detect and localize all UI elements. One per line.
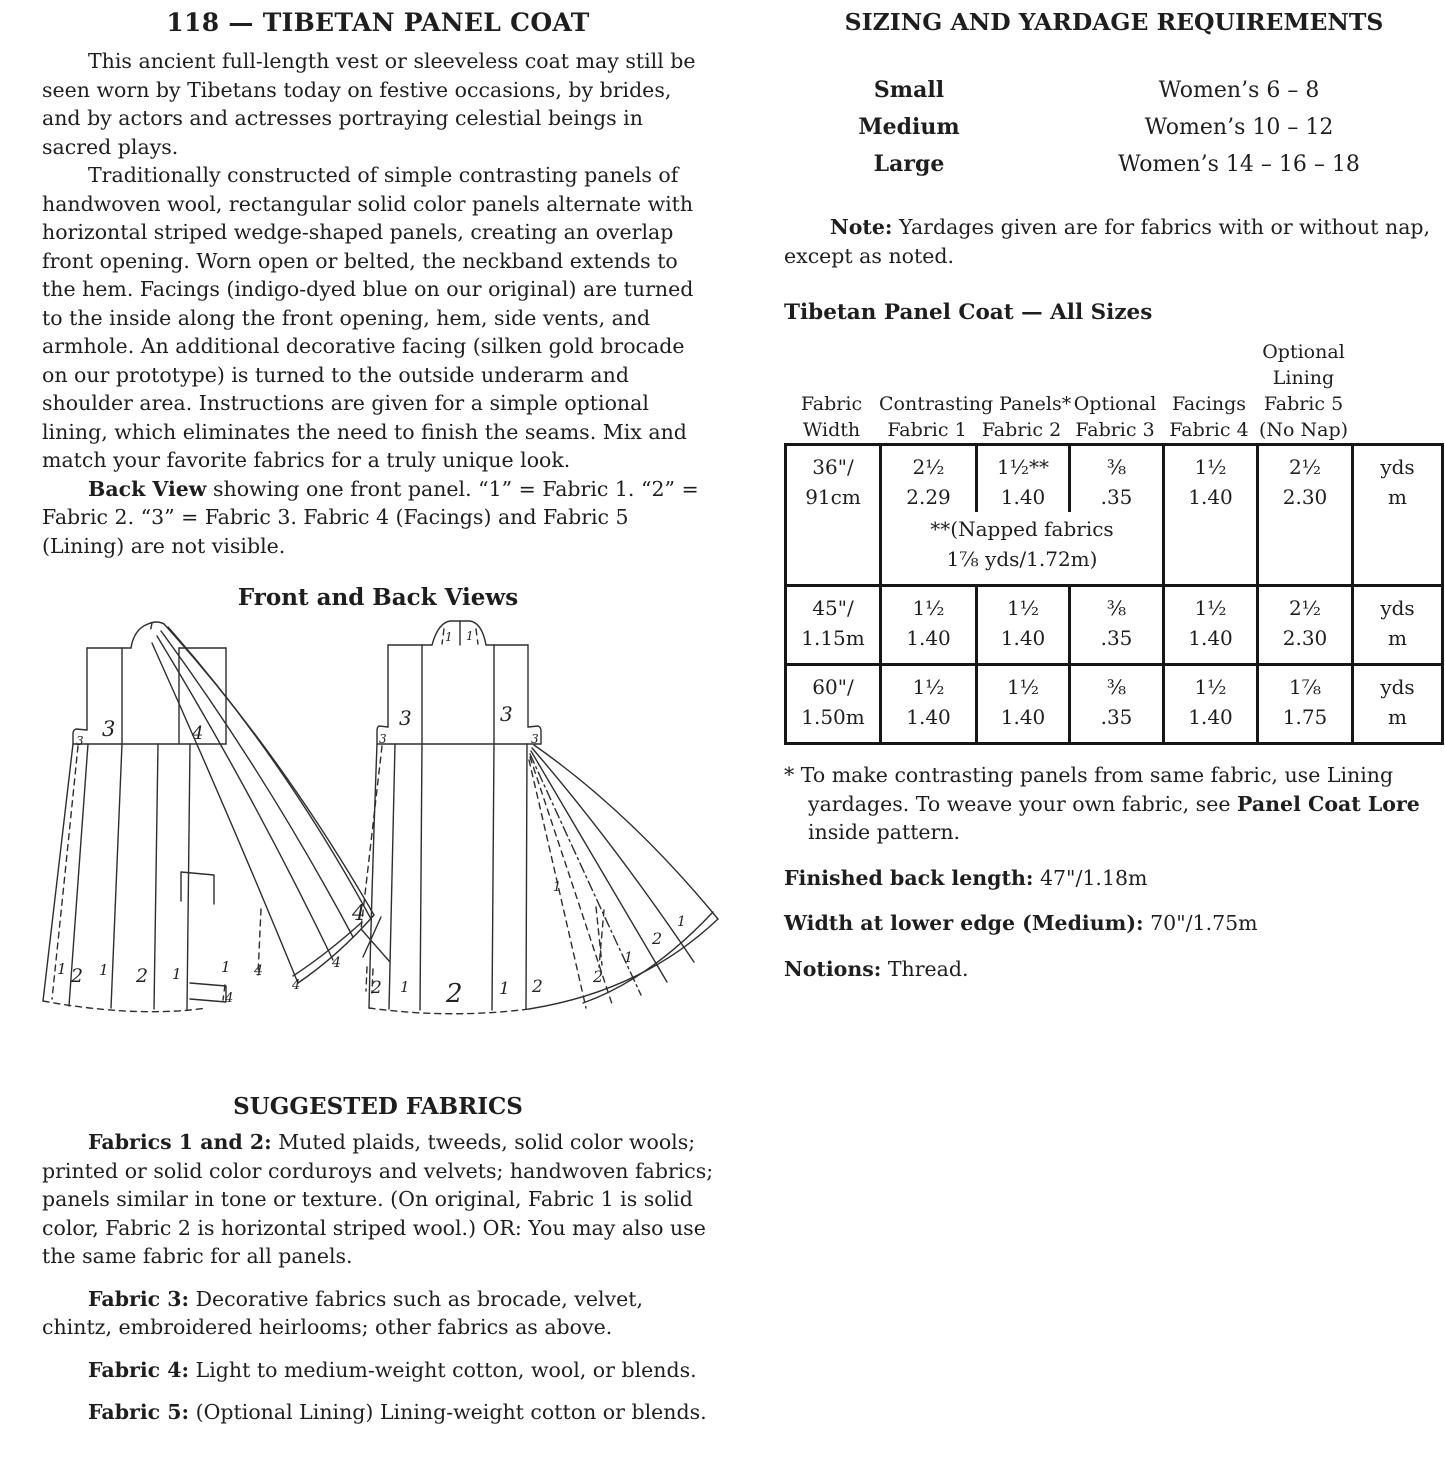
panel-label: 2 (136, 965, 149, 987)
yardage-table-header (784, 339, 1441, 443)
panel-coat-lore-ref: Panel Coat Lore (1236, 791, 1420, 816)
spec-value: 70"/1.75m (1143, 911, 1258, 935)
size-label: Large (873, 151, 945, 177)
coat-line-drawing (30, 617, 720, 1047)
header-optional-lining: Fabric 5 (1263, 393, 1344, 415)
table-cell: 1½** 1.40 (977, 445, 1070, 513)
table-cell: 60"/ 1.50m (786, 665, 881, 744)
header-optional-lining: Lining (1272, 367, 1335, 389)
size-label: Small (873, 77, 945, 103)
table-cell-units: yds m (1353, 586, 1443, 665)
table-cell-units: yds m (1353, 665, 1443, 744)
size-row-small (784, 72, 1444, 109)
panel-label: 1 (677, 914, 686, 930)
panel-label: 1 (57, 960, 67, 978)
fabric-item-text: Light to medium-weight cotton, wool, or blends. (189, 1357, 697, 1382)
table-cell: 1½ 1.40 (881, 586, 977, 665)
size-value: Women’s 14 – 16 – 18 (1118, 152, 1360, 177)
size-row-medium (784, 109, 1444, 146)
spec-label: Finished back length: (784, 865, 1034, 890)
fabric-item-5 (42, 1398, 714, 1427)
header-optional-fabric3: Optional (1073, 393, 1157, 415)
pattern-title: 118 — TIBETAN PANEL COAT (166, 8, 590, 37)
panel-label: 3 (531, 732, 539, 746)
table-row-45 (786, 586, 1443, 665)
header-optional-lining: Optional (1262, 341, 1345, 363)
panel-label: 4 (292, 978, 301, 993)
spec-label: Notions: (784, 956, 882, 981)
size-row-large (784, 146, 1444, 183)
panel-label: 2 (593, 967, 604, 986)
header-no-nap: (No Nap) (1258, 419, 1349, 441)
spec-finished-back-length (784, 864, 1444, 893)
back-view-note (42, 475, 714, 561)
napped-fabrics-note: **(Napped fabrics 1⅞ yds/1.72m) (881, 512, 1164, 586)
yardage-table-title: Tibetan Panel Coat — All Sizes (784, 300, 1153, 325)
fabric-item-4 (42, 1356, 714, 1385)
fabric-item-label: Fabric 3: (88, 1286, 190, 1311)
panel-label: 3 (379, 732, 387, 746)
panel-label: 4 (225, 991, 234, 1006)
spec-value: 47"/1.18m (1033, 865, 1148, 890)
table-cell: 2½ 2.30 (1258, 445, 1353, 586)
sizing-heading: SIZING AND YARDAGE REQUIREMENTS (844, 8, 1384, 36)
panel-label: 2 (371, 978, 382, 998)
table-cell-units: yds m (1353, 445, 1443, 586)
right-column (784, 8, 1444, 983)
table-cell: 1½ 1.40 (1164, 445, 1258, 586)
panel-label: 2 (71, 965, 84, 987)
panel-label: 4 (192, 723, 204, 744)
spec-value: Thread. (881, 956, 969, 981)
table-cell: 1½ 1.40 (977, 586, 1070, 665)
back-view-text: showing one front panel. “1” = Fabric 1. “2” = Fabric 2. “3” = Fabric 3. Fabric 4 (Facings) and Fabric 5 (Lining) are not visible. (42, 476, 699, 558)
panel-label: 1 (553, 880, 562, 895)
table-cell: ⅜ .35 (1070, 665, 1164, 744)
table-cell: 1½ 1.40 (1164, 586, 1258, 665)
suggested-fabrics-heading: SUGGESTED FABRICS (233, 1093, 523, 1120)
header-facings-fabric4: Facings (1171, 393, 1247, 415)
fabric-item-3 (42, 1285, 714, 1342)
panel-label: 1 (445, 630, 453, 644)
construction-paragraph: Traditionally constructed of simple contrasting panels of handwoven wool, rectangular solid color panels alternate with horizontal striped wedge-shaped panels, creating an overlap front opening. Worn open or belted, the neckband extends to the hem. Facings (indigo-dyed blue on our original) are turned to the inside along the front opening, hem, side vents, and armhole. An additional decorative facing (silken gold brocade on our prototype) is turned to the outside underarm and shoulder area. Instructions are given for a simple optional lining, which eliminates the need to finish the seams. Mix and match your favorite fabrics for a truly unique look. (42, 163, 694, 472)
front-view-drawing (43, 622, 374, 1012)
fabric-item-text: Decorative fabrics such as brocade, velvet, chintz, embroidered heirlooms; other fabrics as above. (42, 1286, 644, 1339)
size-value: Women’s 10 – 12 (1144, 115, 1334, 140)
note-label: Note: (830, 215, 893, 239)
fabric-item-text: (Optional Lining) Lining-weight cotton or blends. (189, 1400, 707, 1424)
panel-label: 1 (466, 629, 474, 643)
table-cell: 45"/ 1.15m (786, 586, 881, 665)
footnote-text: inside pattern. (808, 820, 961, 844)
panel-label: 3 (102, 717, 116, 741)
header-fabric3: Fabric 3 (1075, 419, 1155, 441)
header-fabric2: Fabric 2 (981, 419, 1062, 441)
table-row-36 (786, 445, 1443, 513)
footnote-asterisk (784, 761, 1444, 847)
panel-label: 1 (172, 965, 182, 983)
panel-label: 4 (352, 901, 366, 925)
back-view-label: Back View (88, 476, 207, 501)
panel-label: 1 (400, 978, 410, 996)
panel-label: 2 (652, 929, 663, 948)
panel-label: 2 (532, 977, 543, 997)
panel-label: 3 (500, 702, 513, 726)
footnote-text: * To make contrasting panels from same fabric, use Lining yardages. To weave your own fabric, see (784, 763, 1394, 816)
intro-paragraph: This ancient full-length vest or sleeveless coat may still be seen worn by Tibetans today on festive occasions, by brides, and by actors and actresses portraying celestial beings in sacred plays. (42, 49, 696, 159)
fabric-item-label: Fabrics 1 and 2: (88, 1130, 272, 1154)
table-row-60 (786, 665, 1443, 744)
fabric-item-1-2 (42, 1128, 714, 1271)
panel-label: 2 (446, 979, 463, 1009)
views-caption: Front and Back Views (237, 584, 519, 611)
table-cell: 1½ 1.40 (1164, 665, 1258, 744)
yardage-table (784, 443, 1444, 745)
nap-note (784, 213, 1444, 270)
spec-label: Width at lower edge (Medium): (784, 911, 1144, 935)
fabric-item-label: Fabric 4: (88, 1357, 190, 1382)
spec-width-lower-edge (784, 909, 1444, 938)
table-cell: 1½ 1.40 (977, 665, 1070, 744)
table-cell: ⅜ .35 (1070, 586, 1164, 665)
panel-label: 4 (254, 963, 263, 979)
note-text: Yardages given are for fabrics with or without nap, except as noted. (784, 215, 1431, 268)
panel-label: 3 (76, 734, 84, 748)
size-table (784, 72, 1444, 183)
panel-label: 1 (624, 950, 633, 966)
panel-label: 3 (399, 706, 412, 730)
header-fabric1: Fabric 1 (887, 419, 967, 441)
size-value: Women’s 6 – 8 (1158, 78, 1320, 103)
table-cell: 1⅞ 1.75 (1258, 665, 1353, 744)
table-cell: 36"/ 91cm (786, 445, 881, 586)
header-fabric4: Fabric 4 (1169, 419, 1249, 441)
front-back-views-illustration (30, 617, 714, 1047)
header-contrasting-panels: Contrasting Panels* (879, 393, 1072, 415)
panel-label: 4 (332, 955, 341, 971)
left-column (42, 8, 714, 1441)
spec-notions (784, 955, 1444, 984)
panel-label: 1 (99, 961, 109, 979)
fabric-item-text: Muted plaids, tweeds, solid color wools; printed or solid color corduroys and velvets; handwoven fabrics; panels similar in tone or texture. (On original, Fabric 1 is solid color, Fabric 2 is horizontal striped wool.) OR: You may also use the same fabric for all panels. (42, 1130, 714, 1268)
table-cell: 2½ 2.30 (1258, 586, 1353, 665)
back-view-drawing (361, 621, 718, 1014)
fabric-item-label: Fabric 5: (88, 1400, 190, 1424)
header-fabric-width: Width (802, 419, 861, 441)
header-fabric-width: Fabric (800, 393, 863, 415)
table-cell: ⅜ .35 (1070, 445, 1164, 513)
panel-label: 1 (221, 958, 231, 976)
size-label: Medium (858, 114, 960, 140)
table-cell: 1½ 1.40 (881, 665, 977, 744)
table-cell: 2½ 2.29 (881, 445, 977, 513)
panel-label: 1 (499, 979, 510, 999)
